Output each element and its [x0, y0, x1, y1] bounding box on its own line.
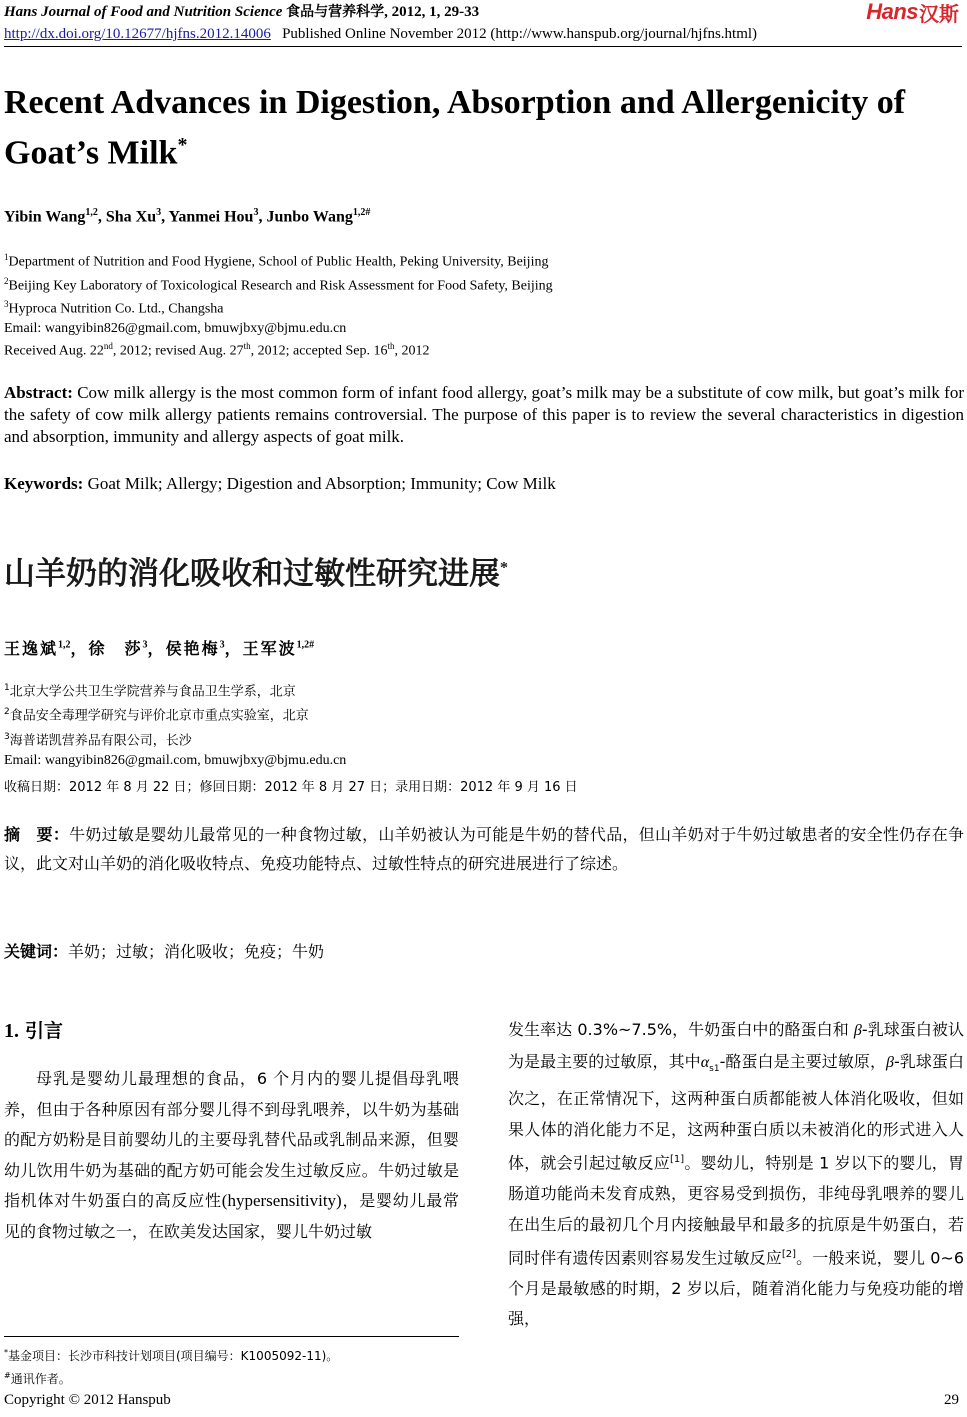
author-name: 王军波 — [242, 639, 297, 658]
abstract-text: 牛奶过敏是婴幼儿最常见的一种食物过敏，山羊奶被认为可能是牛奶的替代品，但山羊奶对于牛奶过敏患者的安全性仍存在争议，此文对山羊奶的消化吸收特点、免疫功能特点、过敏性特点的研究进展进行了综述。 — [4, 825, 964, 873]
affiliation — [4, 727, 346, 751]
published-online: Published Online November 2012 (http://www.hanspub.org/journal/hjfns.html) — [282, 26, 758, 42]
aff-text: 食品安全毒理学研究与评价北京市重点实验室，北京 — [9, 708, 309, 724]
journal-volume: , 2012, 1, 29-33 — [384, 4, 480, 20]
aff-text: 海普诺凯营养品有限公司，长沙 — [9, 732, 192, 748]
paragraph-text: 发生率达 0.3%~7.5%，牛奶蛋白中的酪蛋白和 — [508, 1020, 854, 1039]
paragraph-text: -乳球蛋白被认为是最主要的过敏原，其中 — [508, 1020, 964, 1071]
keywords-label: 关键词： — [4, 942, 69, 961]
abstract-label: Abstract: — [4, 383, 73, 402]
paragraph-text: 母乳是婴幼儿最理想的食品，6 个月内的婴儿提倡母乳喂养，但由于各种原因有部分婴儿得不到母乳喂养，以牛奶为基础的配方奶粉是目前婴幼儿的主要母乳替代品或乳制品来源，但婴幼儿饮用牛奶为基础的配方奶可能会发生过敏反应。牛奶过敏是指机体对牛奶蛋白的高反应性 — [4, 1069, 459, 1210]
affiliation — [4, 295, 553, 319]
footnotes — [4, 1343, 338, 1389]
alpha-subscript: s1 — [709, 1063, 720, 1074]
citation[interactable]: [1] — [669, 1154, 685, 1166]
header-divider — [4, 46, 962, 47]
author-name: 侯艳梅 — [165, 639, 220, 658]
dates-cn: 收稿日期：2012 年 8 月 22 日；修回日期：2012 年 8 月 27 日；录用日期：2012 年 9 月 16 日 — [4, 780, 578, 795]
author-sup: 3 — [253, 207, 259, 218]
beta-symbol: β — [886, 1053, 894, 1071]
doi-link[interactable]: http://dx.doi.org/10.12677/hjfns.2012.14006 — [4, 26, 271, 42]
keywords-text: Goat Milk; Allergy; Digestion and Absorption; Immunity; Cow Milk — [87, 474, 556, 493]
footnote-text: 通讯作者。 — [10, 1372, 71, 1386]
author-sup: 1,2# — [296, 639, 315, 651]
author-name: Junbo Wang — [266, 208, 353, 226]
author-sup: 1,2 — [58, 639, 71, 651]
keywords-label: Keywords: — [4, 474, 84, 493]
paragraph-text: 。婴幼儿，特别是 1 岁以下的婴儿，胃肠道功能尚未发育成熟，更容易受到损伤，非纯母乳喂养的婴儿在出生后的最初几个月内接触最早和最多的抗原是牛奶蛋白，若同时伴有遗传因素则容易发生过敏反应 — [508, 1153, 964, 1268]
aff-text: Hyproca Nutrition Co. Ltd., Changsha — [8, 301, 224, 317]
title-text: Recent Advances in Digestion, Absorption and Allergenicity of Goat’s Milk — [4, 84, 906, 172]
affiliation — [4, 678, 346, 702]
logo-text: Hans — [866, 0, 918, 24]
doi-line — [4, 24, 757, 44]
paragraph-text: 。一般来说，婴儿 0~6 个月是最敏感的时期，2 岁以后，随着消化能力与免疫功能的增强， — [508, 1248, 964, 1329]
journal-name-en: Hans Journal of Food and Nutrition Science — [4, 4, 283, 20]
aff-sup: 1 — [4, 252, 9, 262]
paragraph-text: ，是婴幼儿最常见的食物过敏之一，在欧美发达国家，婴儿牛奶过敏 — [4, 1191, 459, 1241]
aff-sup: 2 — [4, 275, 9, 286]
author-sup: 3 — [219, 639, 225, 651]
footnote-divider — [4, 1336, 459, 1337]
author-sup: 3 — [142, 639, 148, 651]
paper-title-en — [4, 82, 964, 174]
footnote-mark: * — [4, 1348, 8, 1357]
author-name: Sha Xu — [105, 208, 157, 226]
copyright: Copyright © 2012 Hanspub — [4, 1392, 171, 1408]
paragraph-text: -酪蛋白是主要过敏原， — [719, 1051, 886, 1071]
abstract-text: Cow milk allergy is the most common form of infant food allergy, goat’s milk may be a substitute of cow milk, but goat’s milk for the safety of cow milk allergy patients remains controversial. The purpose of this paper is to review the several characteristics in digestion and absorption, immunity and allergy aspects of goat milk. — [4, 383, 964, 446]
paragraph-text: -乳球蛋白次之，在正常情况下，这两种蛋白质都能被人体消化吸收，但如果人体的消化能力不足，这两种蛋白质以未被消化的形式进入人体，就会引起过敏反应 — [508, 1051, 964, 1173]
aff-sup: 1 — [4, 683, 10, 693]
keywords-en — [4, 474, 556, 494]
beta-symbol: β — [853, 1022, 862, 1039]
aff-sup: 2 — [4, 707, 10, 718]
logo-hanzi: 汉斯 — [919, 1, 959, 26]
keywords-text: 羊奶；过敏；消化吸收；免疫；牛奶 — [68, 942, 325, 961]
email-en: Email: wangyibin826@gmail.com, bmuwjbxy@bjmu.edu.cn — [4, 320, 347, 336]
author-sup: 1,2# — [352, 207, 371, 218]
email-cn: Email: wangyibin826@gmail.com, bmuwjbxy@bjmu.edu.cn — [4, 752, 347, 768]
affiliations-en — [4, 248, 553, 338]
aff-text: Department of Nutrition and Food Hygiene, School of Public Health, Peking University, Beijing — [8, 254, 549, 270]
author-name: Yanmei Hou — [168, 208, 254, 226]
hans-logo — [866, 0, 959, 24]
abstract-cn — [4, 820, 964, 878]
footnote — [4, 1343, 338, 1366]
journal-name-cn: 食品与营养科学 — [286, 4, 385, 20]
paper-title-cn — [4, 548, 508, 593]
title-footnote-mark: * — [500, 559, 508, 577]
author-name: 王逸斌 — [4, 639, 59, 658]
title-footnote-mark: * — [177, 134, 188, 156]
keywords-cn — [4, 939, 324, 962]
received-part: , 2012 — [394, 343, 430, 359]
abstract-label: 摘 要： — [4, 825, 70, 844]
ordinal: th — [243, 341, 251, 351]
received-part: , 2012; revised Aug. 27 — [112, 343, 244, 359]
footnote-mark: # — [4, 1371, 11, 1380]
footnote-text: 基金项目：长沙市科技计划项目(项目编号：K1005092-11)。 — [8, 1349, 339, 1363]
author-sup: 1,2 — [85, 207, 98, 218]
section-number: 1. — [4, 1020, 19, 1042]
aff-sup: 3 — [4, 299, 9, 310]
ordinal: nd — [103, 341, 113, 351]
aff-sup: 3 — [4, 731, 10, 742]
term: (hypersensitivity) — [221, 1191, 342, 1210]
authors-en: Yibin Wang$^{1,2}$, Sha Xu$^3$, Yanmei Hou$^3$, Junbo Wang$^{1,2\#}$ — [4, 207, 371, 226]
affiliation — [4, 702, 346, 726]
page-number: 29 — [944, 1392, 959, 1408]
body-right-column — [508, 1015, 964, 1335]
received-dates — [4, 341, 429, 360]
footnote — [4, 1366, 338, 1389]
author-name: 徐 莎 — [88, 639, 143, 658]
affiliations-cn — [4, 678, 346, 771]
body-left-column — [4, 1064, 459, 1247]
ordinal: th — [387, 341, 395, 351]
abstract-en — [4, 382, 964, 448]
received-part: , 2012; accepted Sep. 16 — [250, 343, 388, 359]
received-part: Received Aug. 22 — [4, 343, 104, 359]
aff-text: Beijing Key Laboratory of Toxicological Research and Risk Assessment for Food Safety, Beijing — [8, 278, 553, 294]
alpha-symbol: α — [700, 1053, 710, 1071]
aff-text: 北京大学公共卫生学院营养与食品卫生学系，北京 — [9, 684, 296, 700]
citation[interactable]: [2] — [781, 1249, 797, 1261]
title-text: 山羊奶的消化吸收和过敏性研究进展 — [4, 556, 500, 592]
affiliation — [4, 248, 553, 272]
section-title: 引言 — [25, 1020, 64, 1042]
author-sup: 3 — [156, 207, 162, 218]
authors-cn: 王逸斌$^{1,2}$，徐 莎$^3$，侯艳梅$^3$，王军波$^{1,2\#}$ — [4, 639, 315, 658]
affiliation — [4, 272, 553, 296]
author-name: Yibin Wang — [4, 208, 86, 226]
running-header — [4, 2, 479, 22]
section-heading — [4, 1016, 63, 1043]
